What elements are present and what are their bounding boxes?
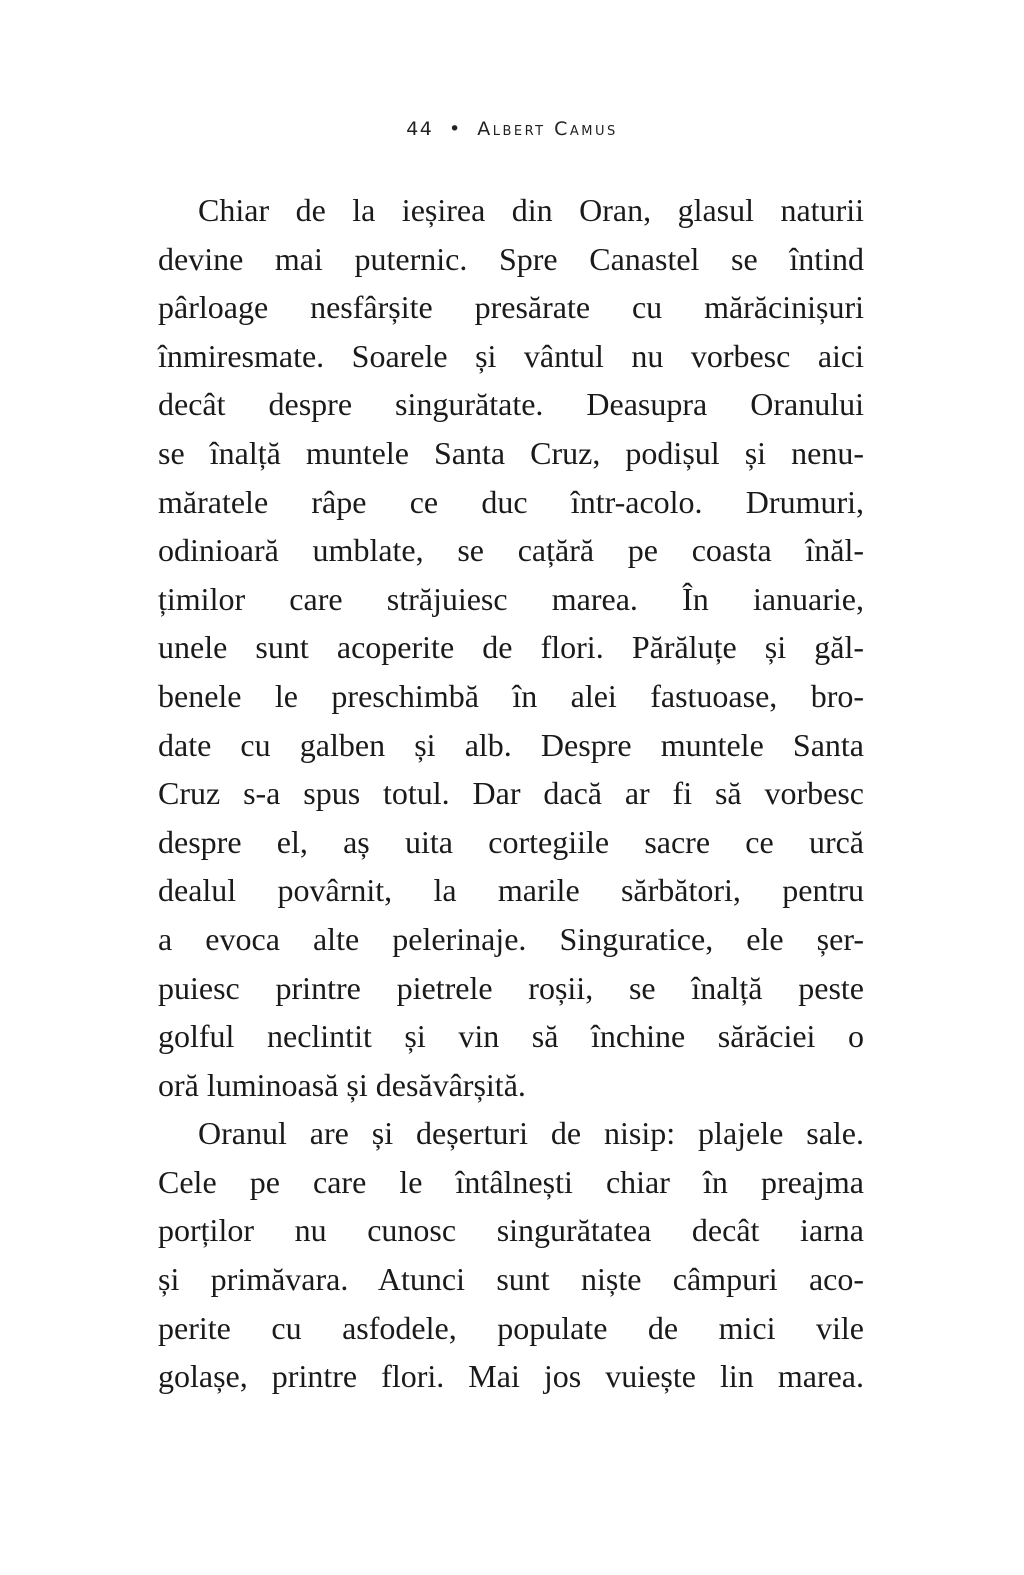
text-line: despre el, aș uita cortegiile sacre ce urcă [158,823,864,860]
text-line: decât despre singurătate. Deasupra Oranului [158,386,864,423]
text-line: și primăvara. Atunci sunt niște câmpuri aco- [158,1261,864,1298]
text-line: benele le preschimbă în alei fastuoase, bro- [158,677,864,714]
text-line: odinioară umblate, se cațără pe coasta înăl- [158,532,864,569]
header-separator: • [448,118,462,140]
text-line: înmiresmate. Soarele și vântul nu vorbesc aici [158,337,864,374]
text-line: se înalță muntele Santa Cruz, podișul și nenu- [158,434,864,471]
text-line: porților nu cunosc singurătatea decât iarna [158,1212,864,1249]
text-line: dealul povârnit, la marile sărbători, pentru [158,872,864,909]
text-line: perite cu asfodele, populate de mici vile [158,1309,864,1346]
text-line: golful neclintit și vin să închine sărăciei o [158,1018,864,1055]
text-line: unele sunt acoperite de flori. Părăluțe și găl- [158,629,864,666]
text-line: pârloage nesfârșite presărate cu mărăcinișuri [158,289,864,326]
text-line: țimilor care străjuiesc marea. În ianuarie, [158,580,864,617]
running-header [0,118,1024,140]
text-line: golașe, printre flori. Mai jos vuiește lin marea. [158,1358,864,1395]
text-line: Chiar de la ieșirea din Oran, glasul naturii [198,192,864,228]
body-text [158,186,864,1401]
author-name: Albert Camus [477,118,618,140]
text-line: Oranul are și deșerturi de nisip: plajele sale. [198,1115,864,1152]
page-number: 44 [406,118,434,140]
text-line: Cele pe care le întâlnești chiar în preajma [158,1163,864,1200]
text-line: măratele râpe ce duc într-acolo. Drumuri, [158,483,864,520]
text-line: oră luminoasă și desăvârșită. [158,1066,526,1103]
text-line: a evoca alte pelerinaje. Singuratice, ele șer- [158,920,864,957]
text-line: devine mai puternic. Spre Canastel se întind [158,240,864,277]
text-line: date cu galben și alb. Despre muntele Santa [158,726,864,763]
text-line: Cruz s-a spus totul. Dar dacă ar fi să vorbesc [158,775,864,812]
text-line: puiesc printre pietrele roșii, se înalță peste [158,969,864,1006]
